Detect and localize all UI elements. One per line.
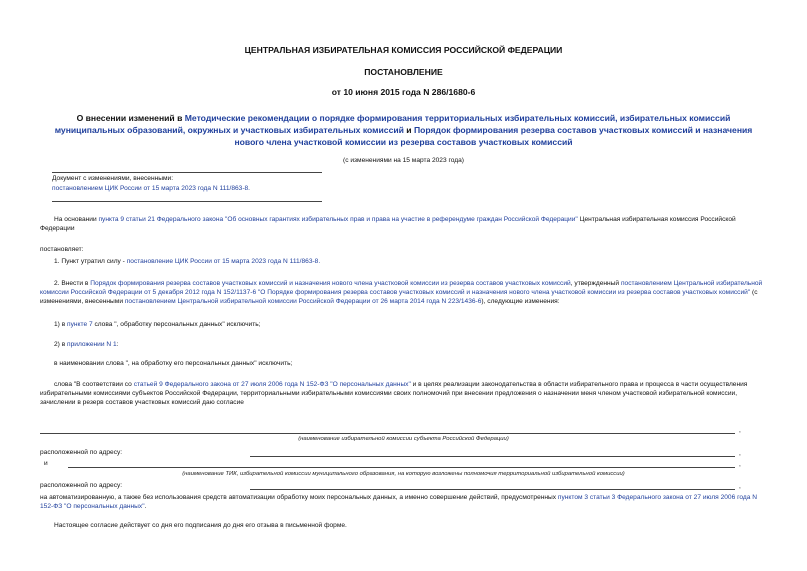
- words-suffix: и в целях реализации законодательства в области избирательного права и процесса в части осуществления избирательными комиссиями субъектов Российской Федерации, территориальными избирательными комиссиями своих полномочий при внесении предложения о назначении меня членом участковой избирательной комиссии, зачислении в резерв составов участковых комиссий даю согласие: [40, 381, 748, 407]
- edition-note: (с изменениями на 15 марта 2023 года): [343, 157, 464, 164]
- item-2-changes: (с изменениями, внесенными: [40, 289, 758, 306]
- item-2-link-resolution-2014[interactable]: постановлением Центральной избирательной комиссии Российской Федерации от 26 марта 2014 года N 223/1436-6: [124, 298, 482, 306]
- title-prefix: О внесении изменений в: [76, 113, 185, 123]
- item-2-prefix: 2. Внести в: [54, 280, 91, 287]
- subitem-1: [54, 320, 261, 329]
- item-2-link-resolution-2012[interactable]: постановлением Центральной избирательной комиссии Российской Федерации от 5 декабря 2012 года N 152/1137-6 "О Порядке формирования резерва составов участковых комиссий и назначения нового члена участковой комиссии из резерва составов участковых комиссий": [40, 280, 763, 297]
- divider-bottom: [52, 201, 322, 202]
- words-prefix: слова "В соответствии со: [54, 381, 134, 388]
- address-label-1: расположенной по адресу:: [40, 449, 123, 456]
- item-2-approved: , утвержденный: [570, 280, 621, 287]
- item-1-text: 1. Пункт утратил силу -: [54, 258, 127, 265]
- and-word: и: [44, 460, 48, 467]
- title-link-methodical-recommendations[interactable]: Методические рекомендации о порядке формирования территориальных избирательных комиссий, избирательных комиссий муниципальных образований, окружных и участковых избирательных комиссий: [54, 113, 731, 135]
- document-date-number: от 10 июня 2015 года N 286/1680-6: [331, 87, 476, 97]
- comma-4: ,: [739, 483, 741, 490]
- title-middle: и: [403, 125, 414, 135]
- address-label-2: расположенной по адресу:: [40, 482, 123, 489]
- decides-label: постановляет:: [40, 246, 84, 253]
- words-law-link[interactable]: статьей 9 Федерального закона от 27 июля 2006 года N 152-ФЗ "О персональных данных": [133, 381, 411, 388]
- subitem-1-prefix: 1) в: [54, 321, 68, 328]
- item-2-paragraph: [40, 279, 770, 307]
- comma-1: ,: [739, 427, 741, 434]
- item-1: [54, 257, 320, 266]
- subitem-1-link[interactable]: пункте 7: [67, 321, 93, 328]
- subitem-2: [54, 340, 119, 349]
- validity-statement: Настоящее согласие действует со дня его подписания до дня его отзыва в письменной форме.: [54, 522, 347, 529]
- automated-prefix: на автоматизированную, а также без использования средств автоматизации обработку моих персональных данных, а именно совершение действий, предусмотренных: [40, 494, 558, 501]
- document-type: ПОСТАНОВЛЕНИЕ: [364, 67, 443, 77]
- tik-line: [68, 467, 735, 468]
- amendments-link[interactable]: постановлением ЦИК России от 15 марта 2023 года N 111/863-8.: [52, 185, 251, 192]
- document-title: [42, 112, 765, 148]
- item-1-link[interactable]: постановление ЦИК России от 15 марта 2023 года N 111/863-8.: [126, 258, 321, 265]
- comma-3: ,: [739, 461, 741, 468]
- basis-suffix: Центральная избирательная комиссия Российской Федерации: [40, 216, 736, 233]
- item-2-suffix: ), следующие изменения:: [481, 298, 560, 306]
- comma-2: ,: [739, 450, 741, 457]
- subitem-2-title-change: в наименовании слова ", на обработку его персональных данных" исключить;: [54, 360, 293, 367]
- subitem-2-suffix: :: [116, 341, 119, 348]
- basis-paragraph: [40, 215, 770, 233]
- amendments-label: Документ с изменениями, внесенными:: [52, 175, 174, 182]
- title-link-reserve-procedure[interactable]: Порядок формирования резерва составов участковых комиссий и назначения нового члена участковой комиссии из резерва составов участковых комиссий: [234, 125, 753, 147]
- automated-processing-paragraph: [40, 493, 770, 511]
- words-paragraph: [40, 380, 770, 408]
- subitem-1-suffix: слова ", обработку персональных данных" исключить;: [92, 321, 261, 328]
- address-line-2: [250, 489, 735, 490]
- caption-tik: (наименование ТИК, избирательной комиссии муниципального образования, на которую возложены полномочия территориальной избирательной комиссии): [182, 471, 625, 477]
- commission-line: [40, 433, 735, 434]
- automated-law-link[interactable]: пунктом 3 статьи 3 Федерального закона от 27 июля 2006 года N 152-ФЗ "О персональных данных": [40, 494, 757, 511]
- item-2-link-procedure[interactable]: Порядок формирования резерва составов участковых комиссий и назначения нового члена участковой комиссии из резерва составов участковых комиссий: [90, 280, 571, 287]
- organization-name: ЦЕНТРАЛЬНАЯ ИЗБИРАТЕЛЬНАЯ КОМИССИЯ РОССИЙСКОЙ ФЕДЕРАЦИИ: [244, 45, 563, 55]
- subitem-2-prefix: 2) в: [54, 341, 68, 348]
- caption-regional-commission: (наименование избирательной комиссии субъекта Российской Федерации): [298, 436, 509, 442]
- address-line-1: [250, 456, 735, 457]
- automated-suffix: .: [144, 503, 147, 511]
- basis-law-link[interactable]: пункта 9 статьи 21 Федерального закона "Об основных гарантиях избирательных прав и права на участие в референдуме граждан Российской Федерации": [98, 216, 578, 223]
- basis-prefix: На основании: [54, 216, 99, 223]
- subitem-2-link[interactable]: приложении N 1: [67, 341, 117, 348]
- divider-top: [52, 172, 322, 173]
